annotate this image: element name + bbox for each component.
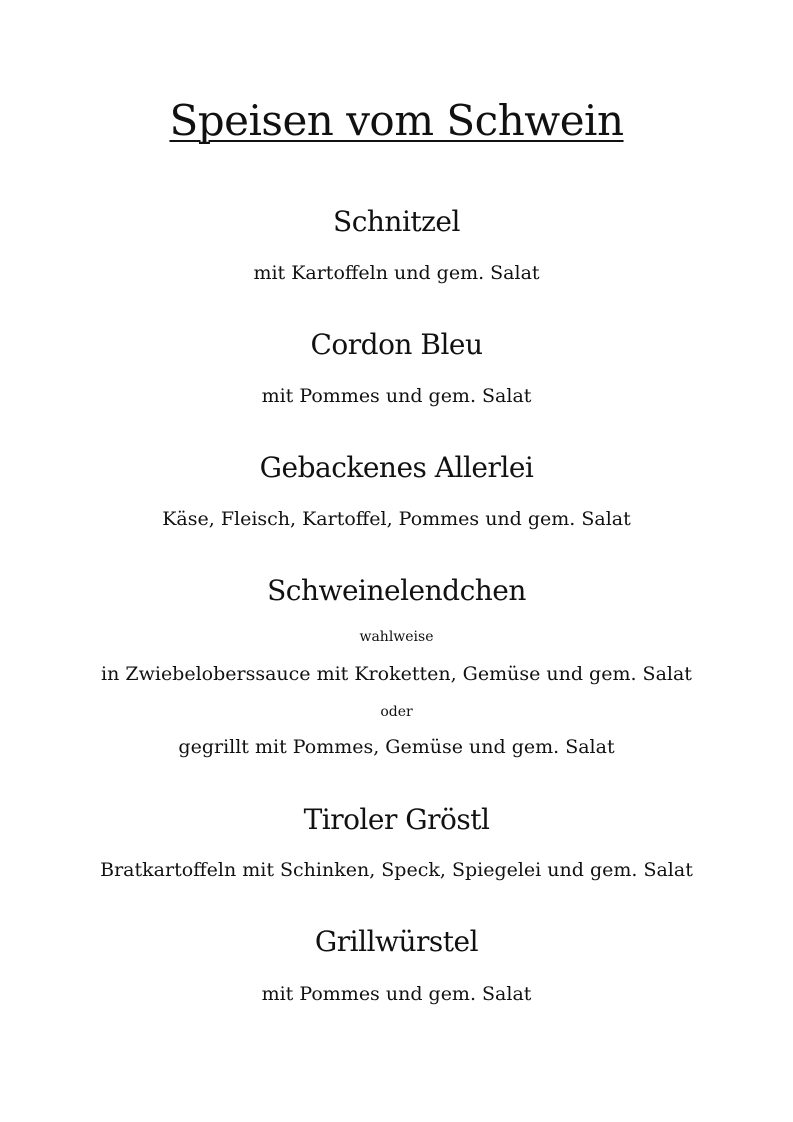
dish-name-schnitzel: Schnitzel: [333, 205, 460, 238]
dish-name-cordon-bleu: Cordon Bleu: [310, 328, 483, 361]
menu-title: Speisen vom Schwein: [169, 96, 624, 145]
dish-option-1: in Zwiebeloberssauce mit Kroketten, Gemüse und gem. Salat: [101, 663, 692, 685]
dish-name-grillwuerstel: Grillwürstel: [314, 925, 479, 958]
dish-description-cordon-bleu: mit Pommes und gem. Salat: [261, 385, 532, 407]
dish-description-schnitzel: mit Kartoffeln und gem. Salat: [253, 262, 540, 284]
dish-description-gebackenes-allerlei: Käse, Fleisch, Kartoffel, Pommes und gem. Salat: [162, 508, 631, 530]
dish-name-gebackenes-allerlei: Gebackenes Allerlei: [259, 451, 534, 484]
dish-option-connector: oder: [380, 704, 413, 720]
dish-option-note: wahlweise: [359, 629, 434, 645]
dish-description-grillwuerstel: mit Pommes und gem. Salat: [261, 983, 532, 1005]
dish-name-tiroler-groestl: Tiroler Gröstl: [303, 803, 490, 836]
dish-description-tiroler-groestl: Bratkartoffeln mit Schinken, Speck, Spiegelei und gem. Salat: [100, 859, 693, 881]
dish-option-2: gegrillt mit Pommes, Gemüse und gem. Salat: [178, 736, 615, 758]
dish-name-schweinelendchen: Schweinelendchen: [267, 574, 526, 607]
